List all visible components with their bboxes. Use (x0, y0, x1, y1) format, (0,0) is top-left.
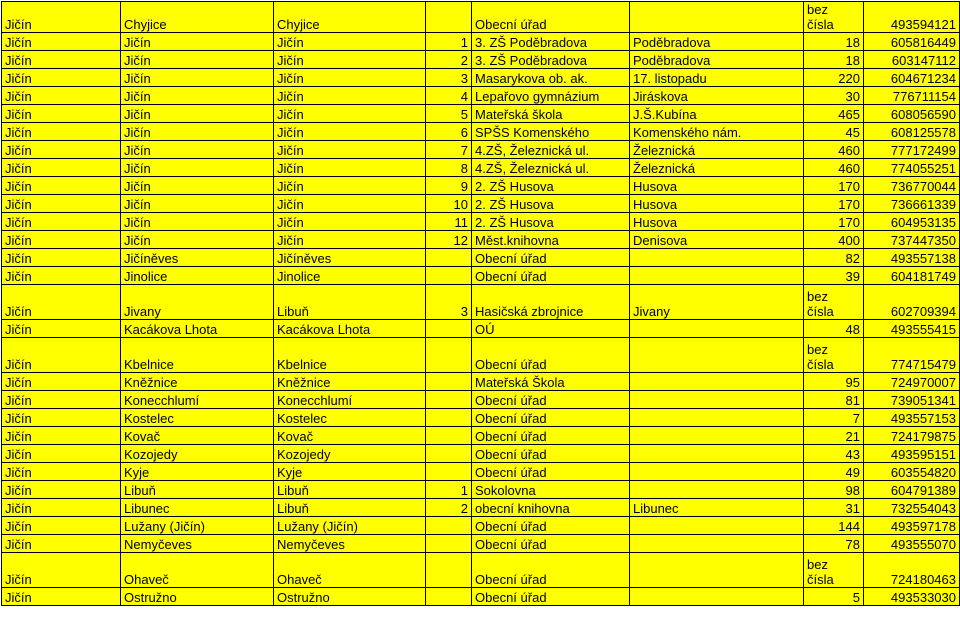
cell-nazev: SPŠS Komenského (472, 123, 630, 141)
cell-cast: Libuň (274, 481, 426, 499)
cell-okres: Jičín (2, 231, 121, 249)
cell-telefon: 603554820 (864, 463, 960, 481)
cell-ulice (630, 338, 804, 373)
table-row (2, 445, 960, 463)
cell-obec: Jičín (121, 51, 274, 69)
cell-cislo (426, 2, 472, 33)
cell-ulice (630, 588, 804, 606)
cell-obec: Libunec (121, 499, 274, 517)
cell-cast: Jičín (274, 105, 426, 123)
cell-cislo (426, 391, 472, 409)
cell-ulice: Husova (630, 195, 804, 213)
cell-telefon: 604671234 (864, 69, 960, 87)
table-row (2, 231, 960, 249)
cell-cp: bez čísla (804, 553, 864, 588)
cell-cast: Jičín (274, 51, 426, 69)
table-row (2, 338, 960, 373)
cell-cislo: 2 (426, 51, 472, 69)
cell-obec: Jičín (121, 87, 274, 105)
table-row (2, 427, 960, 445)
cell-nazev: Obecní úřad (472, 391, 630, 409)
cell-cislo: 2 (426, 499, 472, 517)
cell-okres: Jičín (2, 338, 121, 373)
cell-telefon: 493557153 (864, 409, 960, 427)
cell-nazev: Obecní úřad (472, 463, 630, 481)
cell-cislo (426, 553, 472, 588)
cell-cp: 95 (804, 373, 864, 391)
cell-cast: Konecchlumí (274, 391, 426, 409)
cell-okres: Jičín (2, 33, 121, 51)
cell-obec: Jičín (121, 141, 274, 159)
cell-obec: Kněžnice (121, 373, 274, 391)
cell-cislo: 7 (426, 141, 472, 159)
cell-okres: Jičín (2, 177, 121, 195)
table-row (2, 105, 960, 123)
cell-ulice: Jiráskova (630, 87, 804, 105)
table-row (2, 517, 960, 535)
cell-nazev: Obecní úřad (472, 427, 630, 445)
table-row (2, 463, 960, 481)
cell-cp: 170 (804, 213, 864, 231)
cell-cast: Jičín (274, 177, 426, 195)
cell-okres: Jičín (2, 87, 121, 105)
cell-obec: Jičíněves (121, 249, 274, 267)
cell-telefon: 493594121 (864, 2, 960, 33)
cell-cast: Ohaveč (274, 553, 426, 588)
cell-telefon: 737447350 (864, 231, 960, 249)
cell-cast: Jičín (274, 69, 426, 87)
cell-cast: Jičín (274, 213, 426, 231)
cell-nazev: 4.ZŠ, Železnická ul. (472, 141, 630, 159)
cell-nazev: Obecní úřad (472, 267, 630, 285)
table-row (2, 373, 960, 391)
cell-obec: Ostružno (121, 588, 274, 606)
cell-cislo: 3 (426, 69, 472, 87)
cell-ulice (630, 267, 804, 285)
cell-obec: Kacákova Lhota (121, 320, 274, 338)
cell-ulice: Komenského nám. (630, 123, 804, 141)
cell-cp: 43 (804, 445, 864, 463)
cell-cast: Kyje (274, 463, 426, 481)
table-row (2, 391, 960, 409)
table-row (2, 141, 960, 159)
cell-ulice (630, 535, 804, 553)
cell-nazev: Lepařovo gymnázium (472, 87, 630, 105)
cell-cislo: 9 (426, 177, 472, 195)
cell-okres: Jičín (2, 499, 121, 517)
cell-nazev: 4.ZŠ, Železnická ul. (472, 159, 630, 177)
cell-nazev: Obecní úřad (472, 445, 630, 463)
cell-cp: 31 (804, 499, 864, 517)
cell-ulice (630, 517, 804, 535)
cell-cislo (426, 588, 472, 606)
cell-cast: Jičín (274, 141, 426, 159)
cell-cp: bez čísla (804, 338, 864, 373)
cell-cp: 49 (804, 463, 864, 481)
cell-cp: 7 (804, 409, 864, 427)
table-row (2, 69, 960, 87)
cell-cast: Libuň (274, 285, 426, 320)
cell-cast: Lužany (Jičín) (274, 517, 426, 535)
cell-cislo (426, 267, 472, 285)
cell-ulice: Husova (630, 177, 804, 195)
cell-cp: bez čísla (804, 2, 864, 33)
table-row (2, 481, 960, 499)
cell-nazev: Obecní úřad (472, 588, 630, 606)
cell-telefon: 493555415 (864, 320, 960, 338)
cell-obec: Jičín (121, 159, 274, 177)
cell-cislo (426, 535, 472, 553)
cell-obec: Jičín (121, 195, 274, 213)
cell-okres: Jičín (2, 481, 121, 499)
cell-telefon: 739051341 (864, 391, 960, 409)
table-row (2, 499, 960, 517)
cell-cp: 170 (804, 195, 864, 213)
cell-nazev: obecní knihovna (472, 499, 630, 517)
cell-telefon: 603147112 (864, 51, 960, 69)
cell-okres: Jičín (2, 588, 121, 606)
table-row (2, 409, 960, 427)
cell-cp: 82 (804, 249, 864, 267)
cell-cp: bez čísla (804, 285, 864, 320)
cell-telefon: 493557138 (864, 249, 960, 267)
cell-cislo: 1 (426, 33, 472, 51)
cell-obec: Kbelnice (121, 338, 274, 373)
cell-cislo (426, 320, 472, 338)
cell-telefon: 732554043 (864, 499, 960, 517)
cell-ulice: Poděbradova (630, 33, 804, 51)
cell-obec: Kozojedy (121, 445, 274, 463)
cell-ulice: Denisova (630, 231, 804, 249)
cell-nazev: Obecní úřad (472, 517, 630, 535)
table-row (2, 249, 960, 267)
cell-ulice: Železnická (630, 159, 804, 177)
cell-cp: 220 (804, 69, 864, 87)
cell-cast: Jinolice (274, 267, 426, 285)
cell-cislo: 4 (426, 87, 472, 105)
cell-telefon: 604791389 (864, 481, 960, 499)
cell-cislo: 8 (426, 159, 472, 177)
cell-telefon: 776711154 (864, 87, 960, 105)
cell-okres: Jičín (2, 285, 121, 320)
cell-cislo: 10 (426, 195, 472, 213)
cell-obec: Jinolice (121, 267, 274, 285)
cell-cast: Chyjice (274, 2, 426, 33)
cell-cislo: 12 (426, 231, 472, 249)
cell-cast: Libuň (274, 499, 426, 517)
cell-okres: Jičín (2, 373, 121, 391)
cell-ulice: 17. listopadu (630, 69, 804, 87)
table-row (2, 588, 960, 606)
cell-ulice (630, 249, 804, 267)
cell-okres: Jičín (2, 69, 121, 87)
cell-cislo: 3 (426, 285, 472, 320)
cell-nazev: 3. ZŠ Poděbradova (472, 51, 630, 69)
table-row (2, 177, 960, 195)
cell-okres: Jičín (2, 195, 121, 213)
cell-okres: Jičín (2, 123, 121, 141)
cell-cislo (426, 338, 472, 373)
cell-cp: 18 (804, 33, 864, 51)
cell-cislo (426, 445, 472, 463)
cell-telefon: 493595151 (864, 445, 960, 463)
cell-cislo: 1 (426, 481, 472, 499)
cell-cast: Jičín (274, 123, 426, 141)
table-row (2, 159, 960, 177)
cell-nazev: Obecní úřad (472, 409, 630, 427)
cell-obec: Jivany (121, 285, 274, 320)
cell-ulice: Jivany (630, 285, 804, 320)
table-row (2, 51, 960, 69)
table-body (2, 2, 960, 606)
cell-obec: Lužany (Jičín) (121, 517, 274, 535)
cell-cp: 30 (804, 87, 864, 105)
table-row (2, 213, 960, 231)
cell-okres: Jičín (2, 320, 121, 338)
cell-cislo: 6 (426, 123, 472, 141)
cell-cislo: 5 (426, 105, 472, 123)
cell-obec: Jičín (121, 123, 274, 141)
cell-nazev: 3. ZŠ Poděbradova (472, 33, 630, 51)
cell-cast: Jičíněves (274, 249, 426, 267)
cell-cp: 39 (804, 267, 864, 285)
cell-telefon: 605816449 (864, 33, 960, 51)
cell-obec: Libuň (121, 481, 274, 499)
cell-ulice (630, 2, 804, 33)
table-row (2, 33, 960, 51)
cell-obec: Konecchlumí (121, 391, 274, 409)
data-table (1, 1, 960, 606)
cell-telefon: 604181749 (864, 267, 960, 285)
cell-nazev: 2. ZŠ Husova (472, 213, 630, 231)
cell-okres: Jičín (2, 391, 121, 409)
cell-obec: Jičín (121, 105, 274, 123)
cell-ulice: Husova (630, 213, 804, 231)
cell-okres: Jičín (2, 51, 121, 69)
cell-obec: Kostelec (121, 409, 274, 427)
cell-cast: Kbelnice (274, 338, 426, 373)
cell-cislo (426, 249, 472, 267)
cell-ulice: Poděbradova (630, 51, 804, 69)
cell-nazev: Mateřská Škola (472, 373, 630, 391)
cell-telefon: 608125578 (864, 123, 960, 141)
cell-obec: Ohaveč (121, 553, 274, 588)
cell-cast: Ostružno (274, 588, 426, 606)
cell-ulice: Železnická (630, 141, 804, 159)
cell-obec: Jičín (121, 213, 274, 231)
cell-obec: Jičín (121, 177, 274, 195)
table-row (2, 123, 960, 141)
cell-okres: Jičín (2, 517, 121, 535)
cell-nazev: Obecní úřad (472, 338, 630, 373)
cell-cp: 78 (804, 535, 864, 553)
cell-cp: 400 (804, 231, 864, 249)
cell-obec: Jičín (121, 69, 274, 87)
cell-ulice (630, 373, 804, 391)
cell-ulice (630, 427, 804, 445)
cell-cp: 98 (804, 481, 864, 499)
cell-obec: Chyjice (121, 2, 274, 33)
cell-cislo (426, 463, 472, 481)
cell-nazev: 2. ZŠ Husova (472, 177, 630, 195)
cell-ulice (630, 481, 804, 499)
table-row (2, 87, 960, 105)
cell-telefon: 604953135 (864, 213, 960, 231)
cell-cast: Kostelec (274, 409, 426, 427)
cell-cast: Jičín (274, 33, 426, 51)
cell-nazev: Měst.knihovna (472, 231, 630, 249)
cell-nazev: Obecní úřad (472, 2, 630, 33)
cell-ulice (630, 391, 804, 409)
table-row (2, 320, 960, 338)
cell-ulice: Libunec (630, 499, 804, 517)
cell-nazev: Sokolovna (472, 481, 630, 499)
cell-obec: Jičín (121, 231, 274, 249)
cell-cast: Jičín (274, 231, 426, 249)
cell-cast: Kněžnice (274, 373, 426, 391)
cell-obec: Kyje (121, 463, 274, 481)
table-row (2, 535, 960, 553)
cell-nazev: Obecní úřad (472, 553, 630, 588)
cell-telefon: 736661339 (864, 195, 960, 213)
table-row (2, 267, 960, 285)
cell-okres: Jičín (2, 427, 121, 445)
cell-nazev: Masarykova ob. ak. (472, 69, 630, 87)
cell-obec: Kovač (121, 427, 274, 445)
cell-cislo (426, 517, 472, 535)
cell-okres: Jičín (2, 535, 121, 553)
cell-telefon: 493555070 (864, 535, 960, 553)
cell-ulice (630, 445, 804, 463)
cell-cp: 5 (804, 588, 864, 606)
cell-okres: Jičín (2, 267, 121, 285)
cell-cislo: 11 (426, 213, 472, 231)
cell-cislo (426, 427, 472, 445)
cell-cislo (426, 373, 472, 391)
cell-cp: 48 (804, 320, 864, 338)
cell-okres: Jičín (2, 249, 121, 267)
cell-cp: 465 (804, 105, 864, 123)
cell-okres: Jičín (2, 105, 121, 123)
cell-cp: 460 (804, 159, 864, 177)
cell-nazev: OÚ (472, 320, 630, 338)
cell-okres: Jičín (2, 445, 121, 463)
cell-cast: Jičín (274, 87, 426, 105)
cell-cast: Kozojedy (274, 445, 426, 463)
cell-telefon: 724179875 (864, 427, 960, 445)
cell-ulice (630, 320, 804, 338)
cell-telefon: 608056590 (864, 105, 960, 123)
cell-obec: Jičín (121, 33, 274, 51)
cell-cp: 18 (804, 51, 864, 69)
cell-obec: Nemyčeves (121, 535, 274, 553)
cell-nazev: Obecní úřad (472, 535, 630, 553)
cell-cp: 45 (804, 123, 864, 141)
cell-okres: Jičín (2, 159, 121, 177)
cell-telefon: 724180463 (864, 553, 960, 588)
table-row (2, 195, 960, 213)
cell-cp: 144 (804, 517, 864, 535)
cell-telefon: 774715479 (864, 338, 960, 373)
cell-telefon: 736770044 (864, 177, 960, 195)
cell-ulice (630, 463, 804, 481)
cell-okres: Jičín (2, 553, 121, 588)
cell-nazev: 2. ZŠ Husova (472, 195, 630, 213)
table-row (2, 2, 960, 33)
cell-cp: 21 (804, 427, 864, 445)
cell-okres: Jičín (2, 463, 121, 481)
cell-okres: Jičín (2, 213, 121, 231)
cell-telefon: 493533030 (864, 588, 960, 606)
cell-telefon: 493597178 (864, 517, 960, 535)
cell-cast: Nemyčeves (274, 535, 426, 553)
cell-cast: Jičín (274, 195, 426, 213)
cell-cp: 81 (804, 391, 864, 409)
cell-telefon: 724970007 (864, 373, 960, 391)
cell-cp: 170 (804, 177, 864, 195)
cell-cast: Jičín (274, 159, 426, 177)
cell-okres: Jičín (2, 2, 121, 33)
cell-ulice (630, 553, 804, 588)
cell-nazev: Obecní úřad (472, 249, 630, 267)
cell-okres: Jičín (2, 409, 121, 427)
cell-telefon: 602709394 (864, 285, 960, 320)
cell-telefon: 777172499 (864, 141, 960, 159)
cell-ulice (630, 409, 804, 427)
cell-okres: Jičín (2, 141, 121, 159)
cell-cp: 460 (804, 141, 864, 159)
table-row (2, 553, 960, 588)
cell-cislo (426, 409, 472, 427)
cell-telefon: 774055251 (864, 159, 960, 177)
cell-cast: Kacákova Lhota (274, 320, 426, 338)
cell-nazev: Hasičská zbrojnice (472, 285, 630, 320)
cell-cast: Kovač (274, 427, 426, 445)
table-row (2, 285, 960, 320)
cell-ulice: J.Š.Kubína (630, 105, 804, 123)
cell-nazev: Mateřská škola (472, 105, 630, 123)
